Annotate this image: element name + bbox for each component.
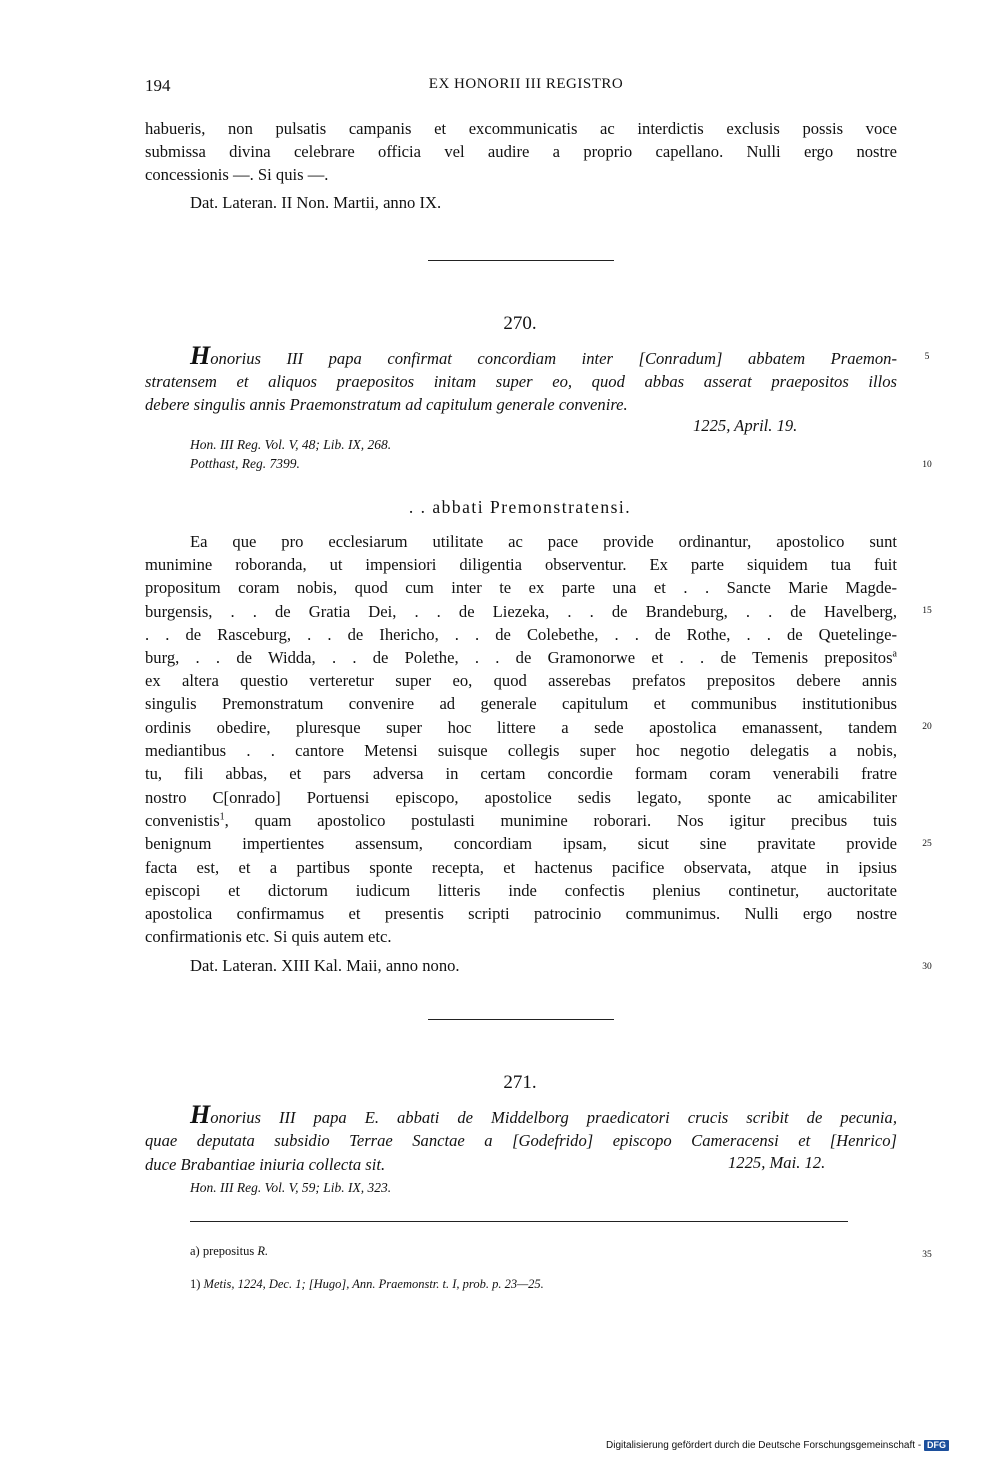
document-number: 271. <box>503 1072 537 1093</box>
body-line: burgensis, . . de Gratia Dei, . . de Liezeka, . . de Brandeburg, . . de Havelberg, <box>145 602 897 621</box>
footnote-a-siglum: R. <box>257 1244 269 1258</box>
body-line: ex altera questio verteretur super eo, quod asserebas prefatos prepositos debere annis <box>145 671 897 690</box>
footnote-rule <box>190 1221 848 1222</box>
footnote-1 <box>190 1276 544 1292</box>
body-line: ordinis obedire, pluresque super hoc littere a sede apostolica emanassent, tandem <box>145 718 897 737</box>
drop-cap: H <box>190 1100 211 1129</box>
body-line: nostro C[onrado] Portuensi episcopo, apostolice sedis legato, sponte ac amicabiliter <box>145 788 897 807</box>
body-line: benignum impertientes assensum, concordiam ipsam, sicut sine pravitate provide <box>145 834 897 853</box>
line-number: 20 <box>922 722 932 732</box>
line-number: 30 <box>922 962 932 972</box>
summary-line: duce Brabantiae iniuria collecta sit. <box>145 1155 386 1174</box>
text-line: concessionis —. Si quis —. <box>145 165 329 184</box>
body-line: . . de Rasceburg, . . de Ihericho, . . de Colebethe, . . de Rothe, . . de Quetelinge- <box>145 625 897 644</box>
footnote-mark-1: 1 <box>219 811 225 823</box>
body-line: episcopi et dictorum iudicum litteris inde confectis plenius continetur, auctoritate <box>145 881 897 900</box>
body-line: propositum coram nobis, quod cum inter te ex parte una et . . Sancte Marie Magde- <box>145 578 897 597</box>
body-line: apostolica confirmamus et presentis scripti patrocinio communimus. Nulli ergo nostre <box>145 904 897 923</box>
summary-text: onorius III papa confirmat concordiam inter [Conradum] abbatem Praemon- <box>210 349 897 368</box>
footnote-a-text: a) prepositus <box>190 1244 255 1258</box>
dating-line: Dat. Lateran. XIII Kal. Maii, anno nono. <box>190 956 460 975</box>
separator-rule <box>428 1019 614 1020</box>
document-number: 270. <box>503 313 537 334</box>
body-line: mediantibus . . cantore Metensi suisque collegis super hoc negotio delegatis a nobis, <box>145 741 897 760</box>
summary-line: debere singulis annis Praemonstratum ad capitulum generale convenire. <box>145 395 628 414</box>
drop-cap: H <box>190 341 211 370</box>
line-number: 25 <box>922 839 932 849</box>
credit-line <box>606 1440 949 1451</box>
running-title: EX HONORII III REGISTRO <box>428 76 624 92</box>
line-number: 10 <box>922 460 932 470</box>
dating-line: Dat. Lateran. II Non. Martii, anno IX. <box>190 193 442 212</box>
body-text: burg, . . de Widda, . . de Polethe, . . de Gramonorwe et . . de Temenis prepositos <box>145 648 893 667</box>
footnote-1-text: Metis, 1224, Dec. 1; [Hugo], Ann. Praemonstr. t. I, prob. p. 23—25. <box>203 1277 544 1291</box>
text-line: submissa divina celebrare officia vel audire a proprio capellano. Nulli ergo nostre <box>145 142 897 161</box>
body-text: convenistis <box>145 811 220 830</box>
document-date: 1225, Mai. 12. <box>728 1153 826 1172</box>
body-line: munimine roboranda, ut impensiori diligentia observentur. Ex parte siquidem tua fuit <box>145 555 897 574</box>
text-line: habueris, non pulsatis campanis et excommunicatis ac interdictis exclusis possis voce <box>145 119 897 138</box>
line-number: 5 <box>924 352 930 362</box>
line-number: 35 <box>922 1250 932 1260</box>
source-line: Hon. III Reg. Vol. V, 48; Lib. IX, 268. <box>190 437 392 452</box>
footnote-a <box>190 1243 268 1259</box>
source-line: Potthast, Reg. 7399. <box>190 456 300 471</box>
footnote-mark-a: a <box>892 648 897 660</box>
body-text: , quam apostolico postulasti munimine roborari. Nos igitur precibus tuis <box>224 811 897 830</box>
body-line: confirmationis etc. Si quis autem etc. <box>145 927 392 946</box>
summary-line <box>190 341 897 370</box>
summary-line: stratensem et aliquos praepositos initam super eo, quod abbas asserat praepositos illos <box>145 372 897 391</box>
body-line <box>145 809 897 832</box>
address-line: . . abbati Premonstratensi. <box>408 497 632 517</box>
separator-rule <box>428 260 614 261</box>
body-line: facta est, et a partibus sponte recepta, et hactenus pacifice observata, atque in ipsius <box>145 858 897 877</box>
body-line <box>145 646 897 669</box>
summary-text: onorius III papa E. abbati de Middelborg praedicatori crucis scribit de pecunia, <box>210 1108 897 1127</box>
summary-line <box>190 1100 897 1129</box>
document-date: 1225, April. 19. <box>693 416 798 435</box>
body-line: tu, fili abbas, et pars adversa in certam concordie formam coram venerabili fratre <box>145 764 897 783</box>
dfg-logo: DFG <box>924 1440 949 1451</box>
credit-text: Digitalisierung gefördert durch die Deutsche Forschungsgemeinschaft - <box>606 1440 922 1451</box>
line-number: 15 <box>922 606 932 616</box>
summary-line: quae deputata subsidio Terrae Sanctae a [Godefrido] episcopo Cameracensi et [Henrico] <box>145 1131 897 1150</box>
body-line: singulis Premonstratum convenire ad generale capitulum et communibus institutionibus <box>145 694 897 713</box>
source-line: Hon. III Reg. Vol. V, 59; Lib. IX, 323. <box>190 1180 392 1195</box>
body-line: Ea que pro ecclesiarum utilitate ac pace provide ordinantur, apostolico sunt <box>190 532 897 551</box>
footnote-1-mark: 1) <box>190 1277 201 1291</box>
page-number: 194 <box>145 76 171 95</box>
